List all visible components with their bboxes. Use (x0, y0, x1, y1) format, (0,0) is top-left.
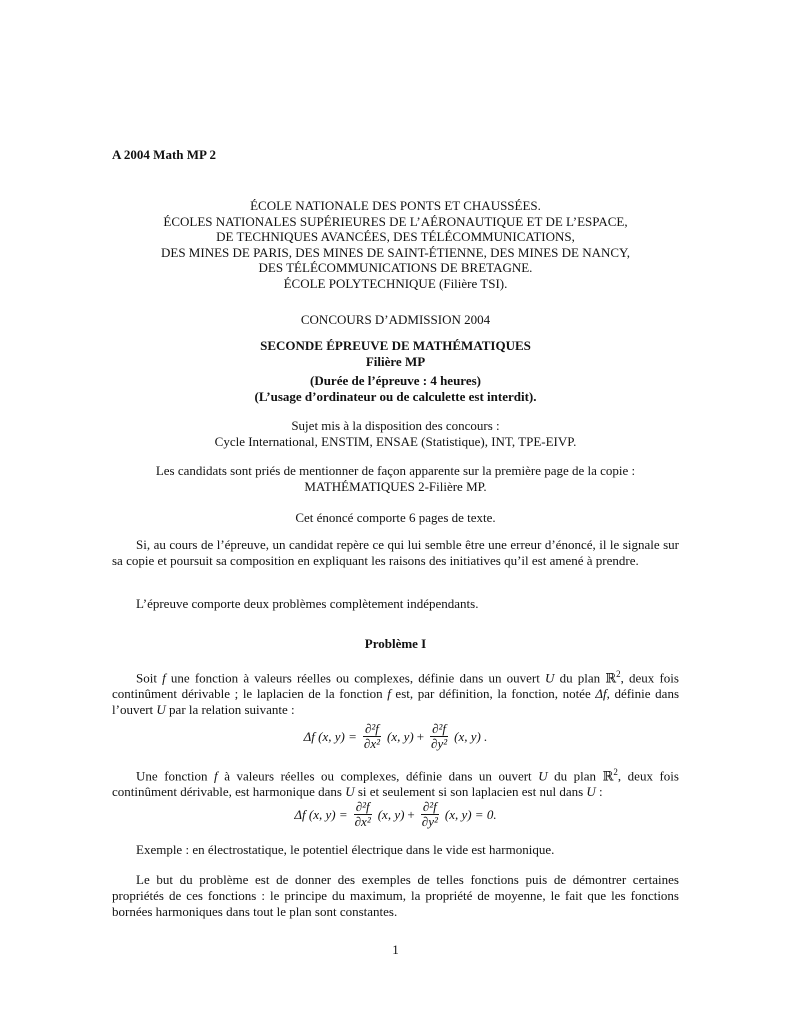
fraction-denominator: ∂y² (431, 736, 448, 751)
math-u: U (545, 670, 555, 686)
partial-fraction-x (353, 800, 373, 829)
text-fragment: Une fonction (136, 768, 215, 784)
candidats-line: Les candidats sont priés de mentionner de façon apparente sur la première page de la copie : (155, 463, 636, 478)
exam-code: A 2004 Math MP 2 (112, 147, 216, 162)
exam-duration-block (0, 373, 791, 404)
sujet-line: Cycle International, ENSTIM, ENSAE (Statistique), INT, TPE-EIVP. (214, 433, 577, 449)
school-line: DE TECHNIQUES AVANCÉES, DES TÉLÉCOMMUNICATIONS, (216, 229, 575, 244)
fraction-denominator: ∂x² (363, 736, 380, 751)
sujet-line: Sujet mis à la disposition des concours : (291, 418, 500, 433)
equation-plus: + (416, 728, 425, 744)
equation-plus: + (407, 806, 415, 822)
schools-list (0, 198, 791, 291)
text-fragment: : (595, 784, 603, 800)
exam-duration: (Durée de l’épreuve : 4 heures) (309, 373, 481, 388)
example-paragraph: Exemple : en électrostatique, le potentiel électrique dans le vide est harmonique. (136, 842, 555, 857)
fraction-denominator: ∂y² (421, 814, 438, 829)
equation-lhs: Δf (x, y) = (294, 806, 348, 822)
fraction-numerator: ∂²f (355, 799, 370, 814)
text-fragment: Soit (136, 670, 163, 686)
text-fragment: est, par définition, la fonction, notée (390, 686, 596, 702)
text-fragment: du plan (554, 670, 606, 686)
math-f: f (387, 686, 391, 702)
sujet-block (0, 418, 791, 449)
candidats-line: MATHÉMATIQUES 2-Filière MP. (304, 478, 487, 494)
problems-independent-paragraph: L’épreuve comporte deux problèmes complètement indépendants. (136, 596, 479, 611)
math-f: f (214, 768, 218, 784)
fraction-denominator: ∂x² (354, 814, 371, 829)
school-line: ÉCOLE NATIONALE DES PONTS ET CHAUSSÉES. (250, 198, 541, 213)
text-fragment: , définie dans l’ouvert (112, 686, 680, 718)
equation-end: (x, y) . (454, 728, 488, 744)
math-f: f (162, 670, 166, 686)
partial-fraction-y (420, 800, 440, 829)
fraction-numerator: ∂²f (364, 721, 379, 736)
partial-fraction-x (362, 722, 382, 751)
error-instructions-paragraph: Si, au cours de l’épreuve, un candidat repère ce qui lui semble être une erreur d’énoncé, il le signale sur sa copie et poursuit sa composition en expliquant les raisons des initiatives qu’il est amené à prendre. (112, 537, 679, 568)
partial-fraction-y (429, 722, 449, 751)
math-reals: ℝ (605, 670, 617, 686)
text-fragment: si et seulement si son laplacien est nul dans (354, 784, 587, 800)
text-fragment: , deux fois continûment dérivable, est harmonique dans (112, 768, 679, 800)
problem-title: Problème I (364, 636, 427, 651)
equation-lhs: Δf (x, y) = (303, 728, 357, 744)
equation-end: (x, y) = 0. (444, 806, 497, 822)
text-fragment: à valeurs réelles ou complexes, définie dans un ouvert (217, 768, 539, 784)
school-line: DES MINES DE PARIS, DES MINES DE SAINT-ÉTIENNE, DES MINES DE NANCY, (161, 244, 630, 260)
pages-note: Cet énoncé comporte 6 pages de texte. (295, 510, 496, 525)
math-u: U (586, 784, 596, 800)
school-line: ÉCOLES NATIONALES SUPÉRIEURES DE L’AÉRONAUTIQUE ET DE L’ESPACE, (163, 213, 628, 229)
math-reals: ℝ (602, 768, 614, 784)
math-exponent: 2 (616, 669, 621, 679)
exam-restriction: (L’usage d’ordinateur ou de calculette est interdit). (254, 388, 537, 404)
fraction-numerator: ∂²f (432, 721, 447, 736)
fraction-numerator: ∂²f (422, 799, 437, 814)
math-u: U (345, 784, 355, 800)
candidats-block (0, 463, 791, 494)
math-delta-f: Δf (595, 686, 607, 702)
concours-heading: CONCOURS D’ADMISSION 2004 (300, 312, 491, 327)
laplacian-definition-paragraph (112, 666, 679, 718)
harmonic-equation (0, 800, 791, 840)
exam-filiere: Filière MP (365, 353, 426, 369)
text-fragment: , deux fois continûment dérivable ; le laplacien de la fonction (112, 670, 679, 702)
math-u: U (156, 702, 166, 718)
math-exponent: 2 (613, 767, 618, 777)
text-fragment: par la relation suivante : (165, 702, 295, 718)
math-u: U (538, 768, 548, 784)
harmonic-definition-paragraph (112, 764, 679, 800)
laplacian-equation (0, 722, 791, 762)
equation-args: (x, y) (386, 728, 414, 744)
page-number: 1 (392, 942, 399, 957)
exam-title-block (0, 338, 791, 369)
exam-title: SECONDE ÉPREUVE DE MATHÉMATIQUES (260, 338, 531, 353)
text-fragment: une fonction à valeurs réelles ou complexes, définie dans un ouvert (165, 670, 546, 686)
school-line: ÉCOLE POLYTECHNIQUE (Filière TSI). (283, 275, 508, 291)
school-line: DES TÉLÉCOMMUNICATIONS DE BRETAGNE. (258, 260, 533, 275)
equation-args: (x, y) (377, 806, 405, 822)
goal-paragraph: Le but du problème est de donner des exemples de telles fonctions puis de démontrer certaines propriétés de ces fonctions : le principe du maximum, la propriété de moyenne, le fait que les fonctions bornées harmoniques dans tout le plan sont constantes. (112, 872, 679, 919)
text-fragment: du plan (547, 768, 603, 784)
